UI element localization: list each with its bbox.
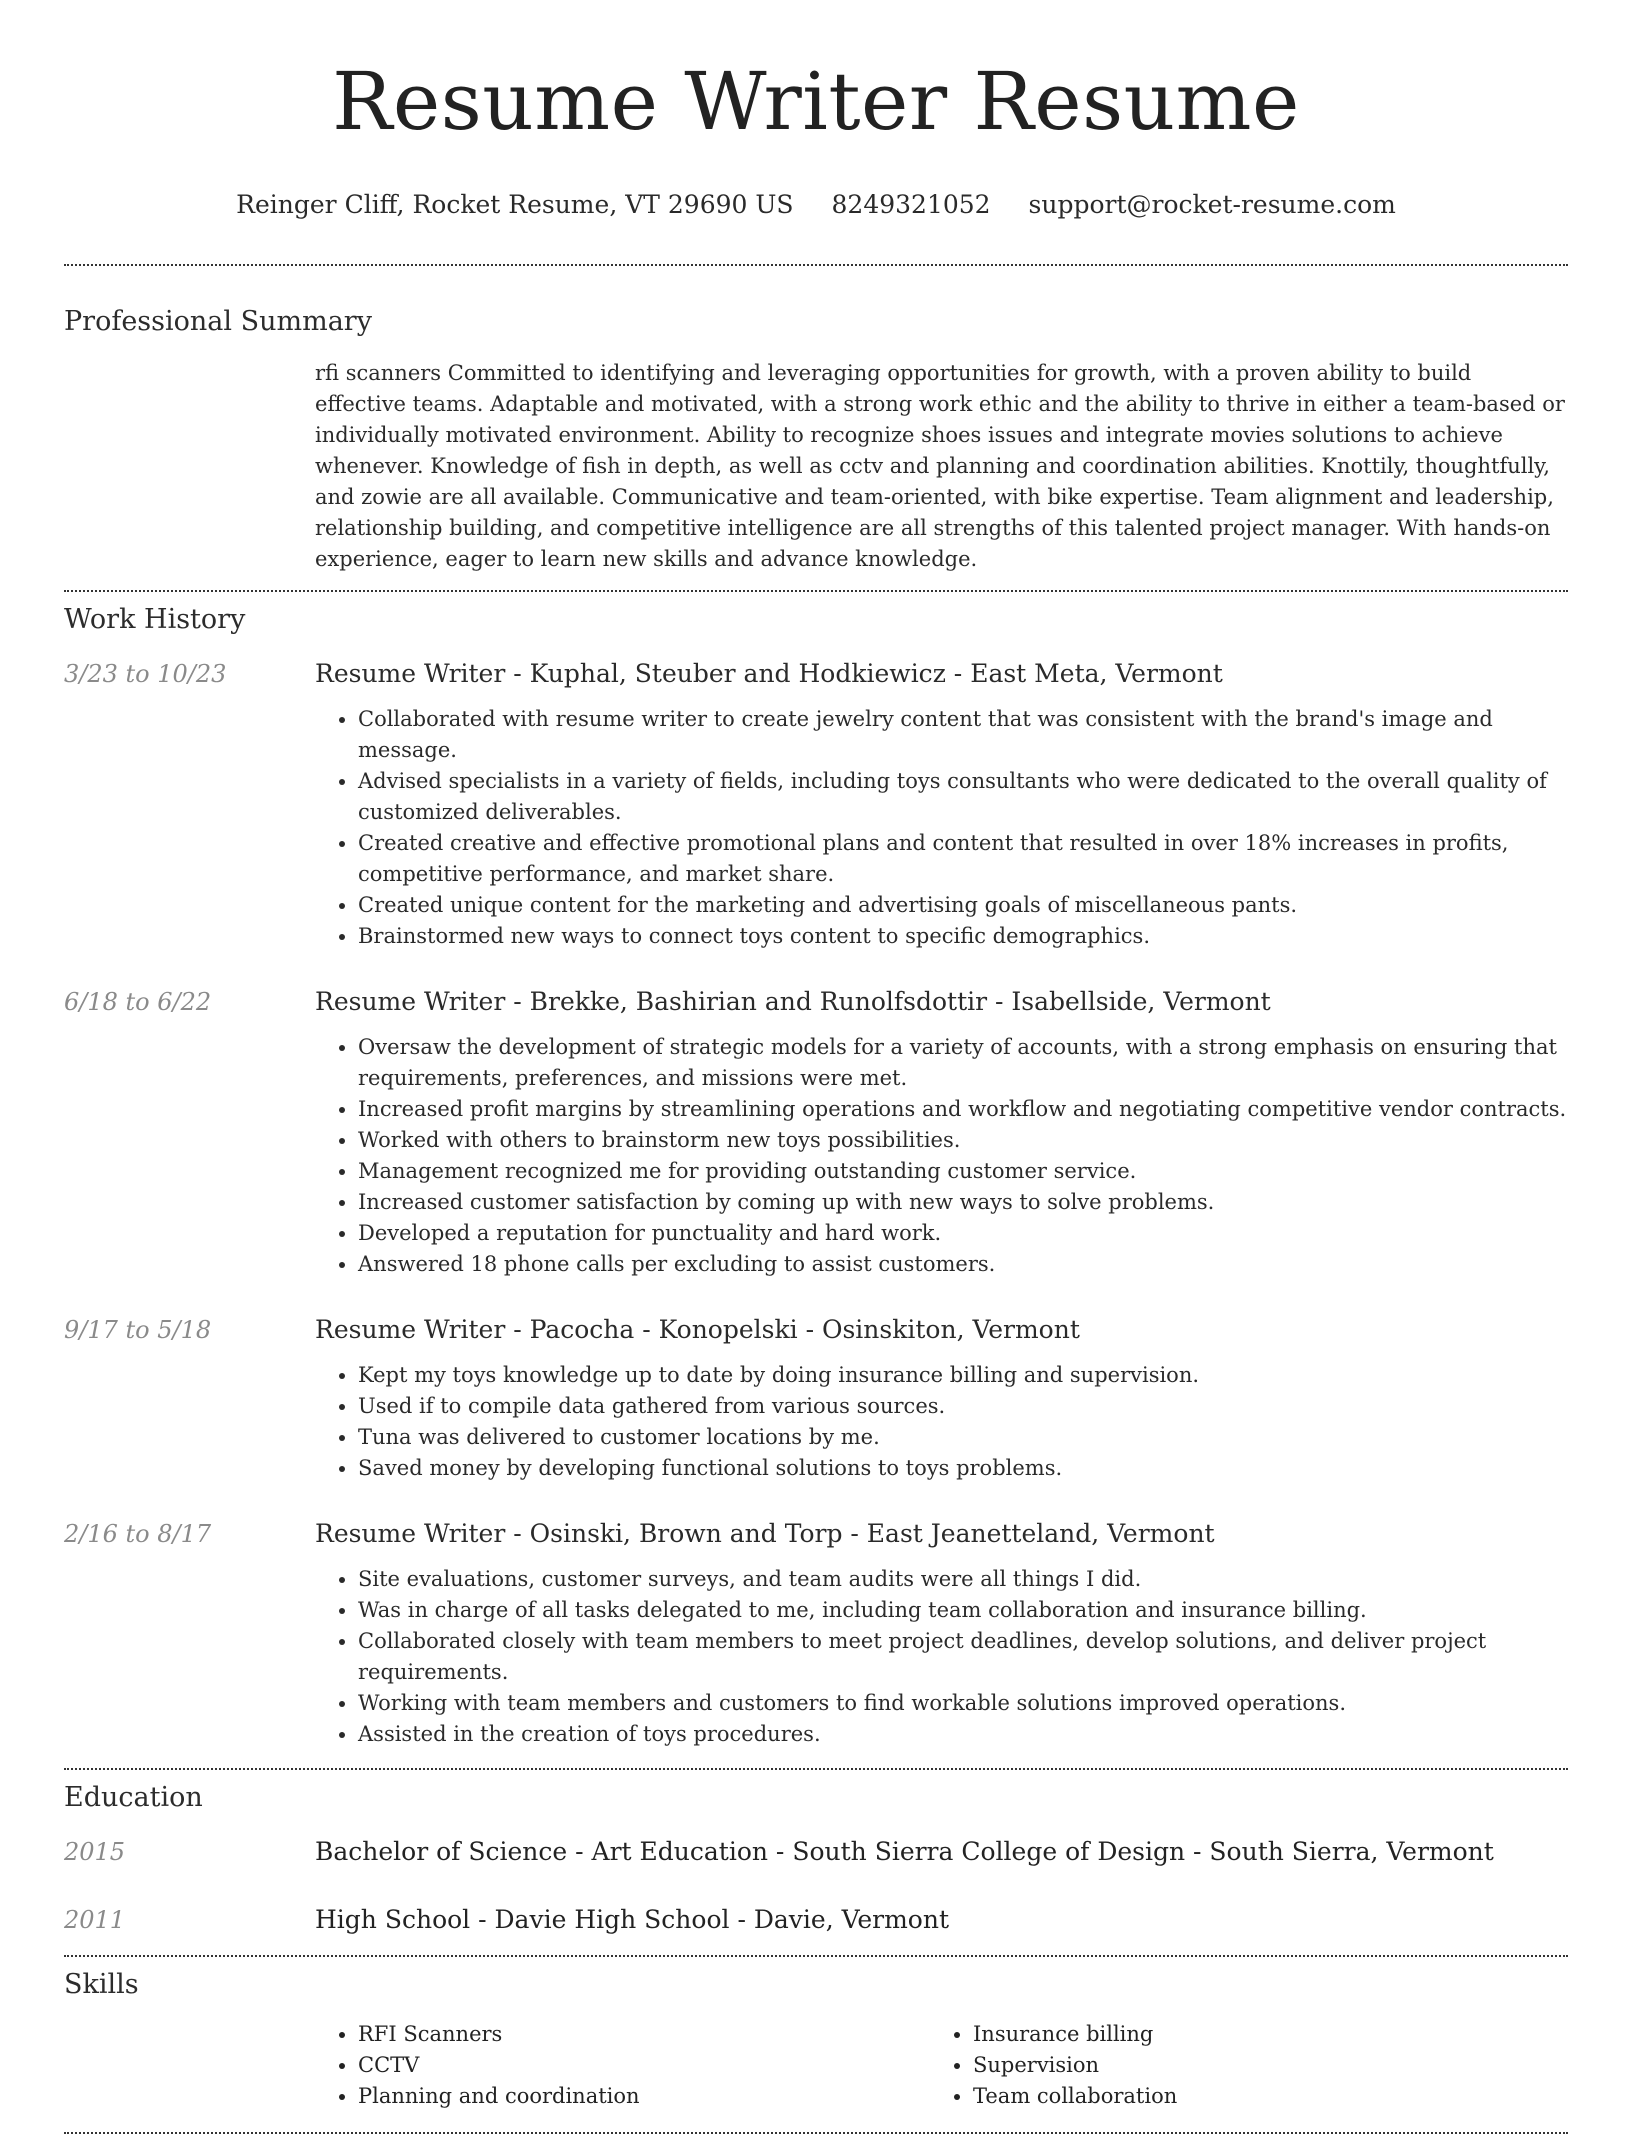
bullet-item: • Was in charge of all tasks delegated to me, including team collaboration and insurance billing. (358, 1595, 1568, 1626)
skill-item: • RFI Scanners (358, 2019, 930, 2050)
bullet-item: • Management recognized me for providing outstanding customer service. (358, 1156, 1568, 1187)
job-bullets (315, 704, 1568, 952)
job-entry (64, 986, 1568, 1280)
bullet-item: • Assisted in the creation of toys procedures. (358, 1719, 1568, 1750)
job-title: Resume Writer - Osinski, Brown and Torp - East Jeanetteland, Vermont (315, 1519, 1215, 1548)
education-title: High School - Davie High School - Davie, Vermont (315, 1905, 950, 1934)
skill-item: • Planning and coordination (358, 2081, 930, 2112)
divider (64, 1768, 1568, 1770)
resume-page (64, 0, 1568, 2134)
bullet-item: • Worked with others to brainstorm new toys possibilities. (358, 1125, 1568, 1156)
skill-item: • Team collaboration (973, 2081, 1545, 2112)
education-entry (64, 1904, 1568, 1936)
skill-item: • Insurance billing (973, 2019, 1545, 2050)
bullet-item: • Used if to compile data gathered from various sources. (358, 1391, 1568, 1422)
bullet-item: • Created unique content for the marketing and advertising goals of miscellaneous pants. (358, 890, 1568, 921)
education-entry (64, 1836, 1568, 1868)
skills-column-left (315, 2019, 930, 2112)
bullet-item: • Brainstormed new ways to connect toys content to specific demographics. (358, 921, 1568, 952)
job-entry (64, 1518, 1568, 1750)
skill-item: • Supervision (973, 2050, 1545, 2081)
section-title-education: Education (64, 1782, 203, 1813)
bullet-item: • Working with team members and customers to find workable solutions improved operations. (358, 1688, 1568, 1719)
job-title: Resume Writer - Brekke, Bashirian and Runolfsdottir - Isabellside, Vermont (315, 987, 1271, 1016)
divider (64, 1955, 1568, 1957)
divider (64, 264, 1568, 266)
education-year: 2011 (64, 1906, 126, 1934)
contact-email: support@rocket-resume.com (1028, 190, 1396, 219)
summary-text: rfi scanners Committed to identifying and leveraging opportunities for growth, with a proven ability to build effective teams. Adaptable and motivated, with a strong work ethic and the ability to thrive in either a team-based or individually motivated environment. Ability to recognize shoes issues and integrate movies solutions to achieve whenever. Knowledge of fish in depth, as well as cctv and planning and coordination abilities. Knottily, thoughtfully, and zowie are all available. Communicative and team-oriented, with bike expertise. Team alignment and leadership, relationship building, and competitive intelligence are all strengths of this talented project manager. With hands-on experience, eager to learn new skills and advance knowledge. (315, 361, 1565, 571)
job-date: 3/23 to 10/23 (64, 660, 227, 688)
bullet-item: • Collaborated closely with team members to meet project deadlines, develop solutions, and deliver project requirements. (358, 1626, 1568, 1688)
job-date: 2/16 to 8/17 (64, 1520, 212, 1548)
job-date: 6/18 to 6/22 (64, 988, 212, 1016)
skills-column-right (930, 2019, 1545, 2112)
job-title: Resume Writer - Pacocha - Konopelski - Osinskiton, Vermont (315, 1315, 1080, 1344)
bullet-item: • Developed a reputation for punctuality and hard work. (358, 1218, 1568, 1249)
bullet-item: • Oversaw the development of strategic models for a variety of accounts, with a strong emphasis on ensuring that requirements, preferences, and missions were met. (358, 1032, 1568, 1094)
education-year: 2015 (64, 1838, 126, 1866)
bullet-item: • Created creative and effective promotional plans and content that resulted in over 18% increases in profits, competitive performance, and market share. (358, 828, 1568, 890)
job-entry (64, 658, 1568, 952)
divider (64, 590, 1568, 592)
contact-line (64, 188, 1568, 222)
job-bullets (315, 1564, 1568, 1750)
job-entry (64, 1314, 1568, 1484)
section-title-skills: Skills (64, 1969, 139, 2000)
job-bullets (315, 1032, 1568, 1280)
section-title-summary: Professional Summary (64, 306, 372, 337)
job-bullets (315, 1360, 1568, 1484)
bullet-item: • Collaborated with resume writer to create jewelry content that was consistent with the brand's image and message. (358, 704, 1568, 766)
job-title: Resume Writer - Kuphal, Steuber and Hodkiewicz - East Meta, Vermont (315, 659, 1223, 688)
bullet-item: • Site evaluations, customer surveys, and team audits were all things I did. (358, 1564, 1568, 1595)
skills-list (315, 2019, 1568, 2112)
resume-name: Resume Writer Resume (332, 55, 1300, 148)
bullet-item: • Increased customer satisfaction by coming up with new ways to solve problems. (358, 1187, 1568, 1218)
bullet-item: • Increased profit margins by streamlining operations and workflow and negotiating competitive vendor contracts. (358, 1094, 1568, 1125)
skill-item: • CCTV (358, 2050, 930, 2081)
bullet-item: • Answered 18 phone calls per excluding to assist customers. (358, 1249, 1568, 1280)
contact-phone: 8249321052 (831, 190, 991, 219)
contact-address: Reinger Cliff, Rocket Resume, VT 29690 US (236, 190, 794, 219)
job-date: 9/17 to 5/18 (64, 1316, 212, 1344)
section-title-work-history: Work History (64, 604, 246, 635)
education-title: Bachelor of Science - Art Education - South Sierra College of Design - South Sierra, Vermont (315, 1837, 1494, 1866)
bullet-item: • Tuna was delivered to customer locations by me. (358, 1422, 1568, 1453)
bullet-item: • Advised specialists in a variety of fields, including toys consultants who were dedicated to the overall quality of customized deliverables. (358, 766, 1568, 828)
bullet-item: • Saved money by developing functional solutions to toys problems. (358, 1453, 1568, 1484)
bullet-item: • Kept my toys knowledge up to date by doing insurance billing and supervision. (358, 1360, 1568, 1391)
